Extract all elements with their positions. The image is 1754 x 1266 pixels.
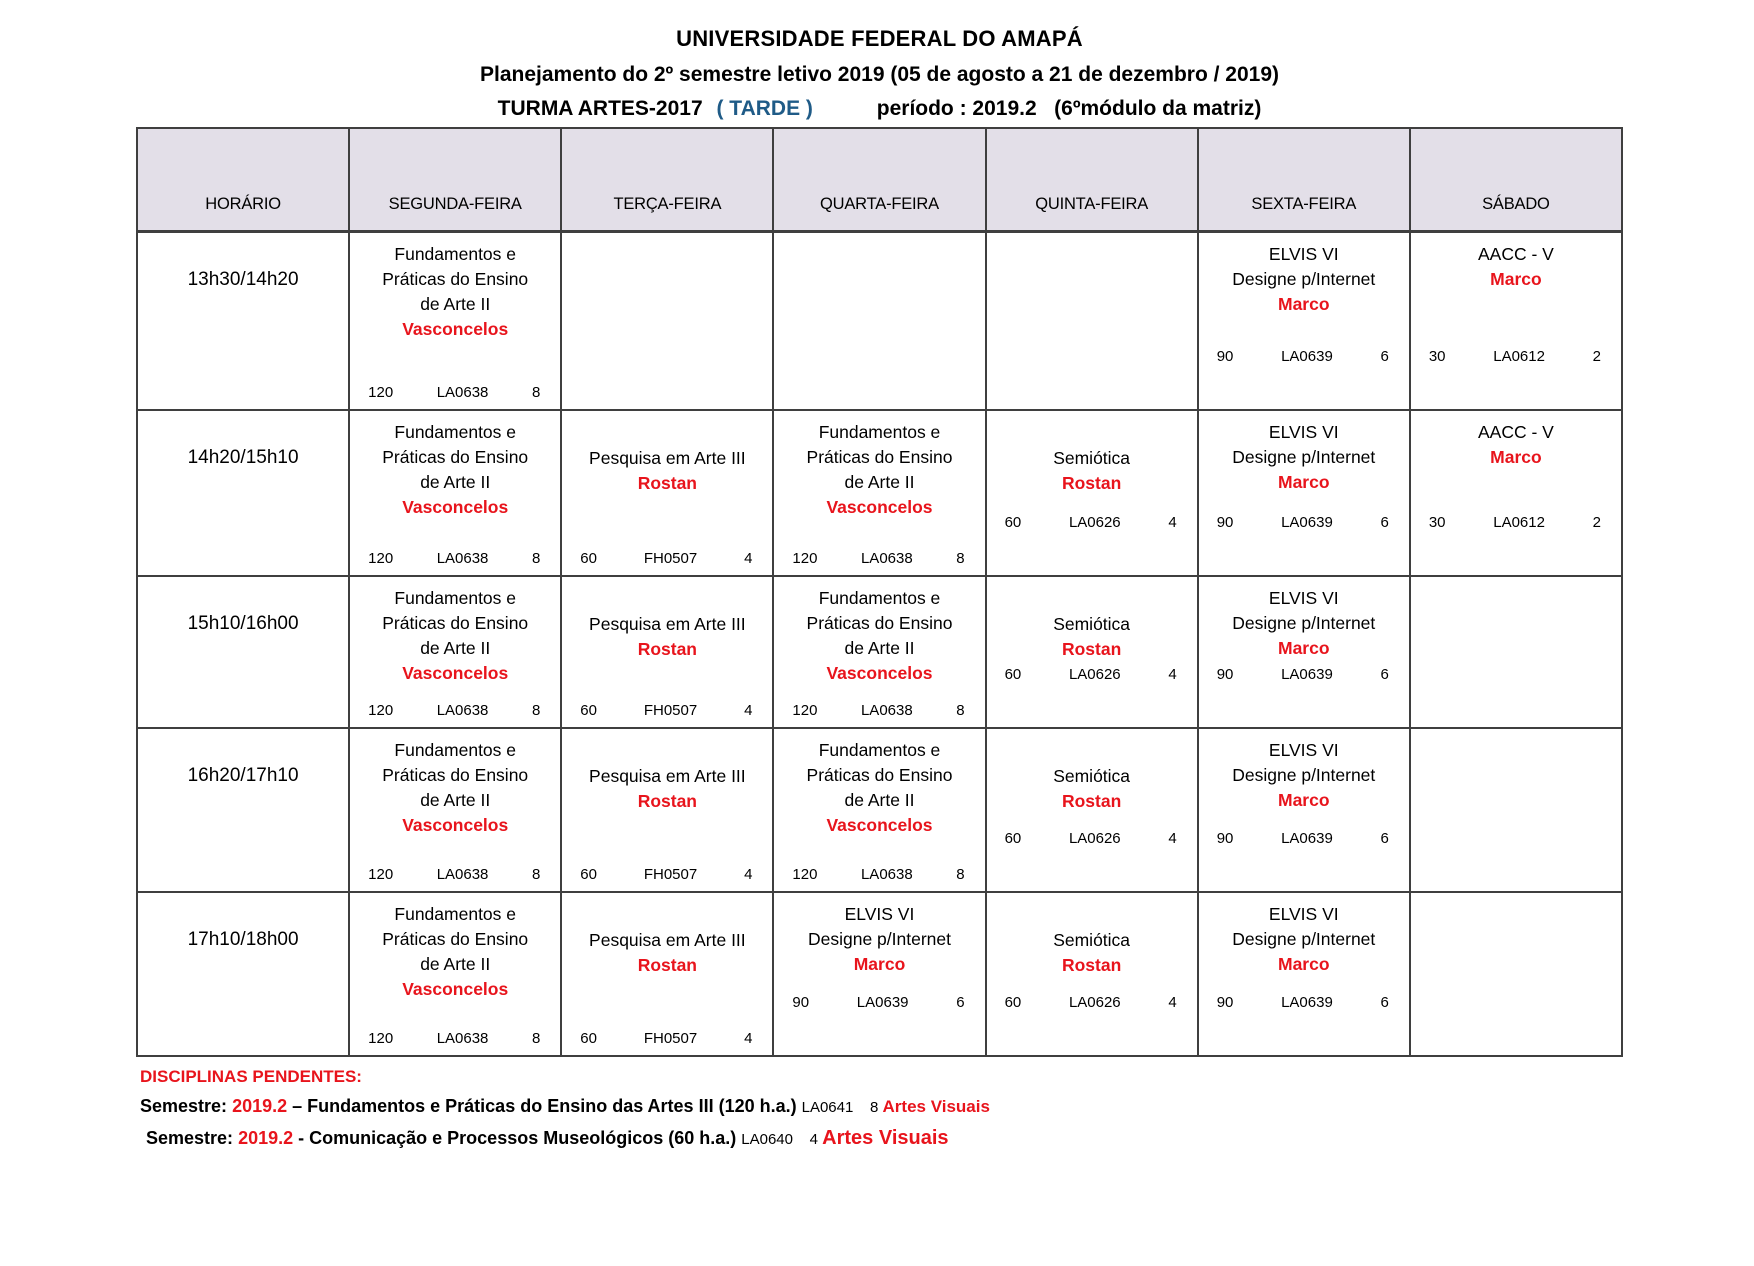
course-title-line: de Arte II bbox=[420, 637, 491, 658]
cell-content bbox=[774, 893, 984, 1055]
cell-content bbox=[1199, 893, 1409, 1055]
course-code-line bbox=[1199, 514, 1409, 531]
course-name-block bbox=[562, 764, 772, 814]
course-code-line bbox=[1199, 666, 1409, 683]
course-name-block bbox=[987, 446, 1197, 496]
course-name-block bbox=[1411, 242, 1621, 292]
course-code: LA0638 bbox=[436, 549, 489, 567]
column-header-0: HORÁRIO bbox=[137, 128, 349, 232]
course-code-line bbox=[987, 666, 1197, 683]
course-credits: 6 bbox=[956, 993, 965, 1011]
schedule-cell bbox=[349, 232, 561, 410]
course-title-line: de Arte II bbox=[844, 637, 915, 658]
course-title-line: Práticas do Ensino bbox=[806, 764, 953, 785]
course-code-line bbox=[1199, 994, 1409, 1011]
schedule-cell bbox=[561, 892, 773, 1056]
course-code: LA0639 bbox=[1281, 513, 1333, 531]
course-code-line bbox=[774, 994, 984, 1011]
course-credits: 4 bbox=[1168, 665, 1177, 683]
teacher-name: Marco bbox=[1278, 953, 1330, 974]
pending-discipline-line bbox=[146, 1127, 1754, 1151]
schedule-table-head bbox=[137, 128, 1622, 232]
teacher-name: Marco bbox=[1278, 789, 1330, 810]
cell-content bbox=[987, 411, 1197, 575]
university-title: UNIVERSIDADE FEDERAL DO AMAPÁ bbox=[676, 26, 1083, 51]
course-code: FH0507 bbox=[643, 1029, 698, 1047]
course-credits: 4 bbox=[744, 865, 753, 883]
course-credits: 8 bbox=[956, 701, 965, 719]
schedule-cell bbox=[1198, 232, 1410, 410]
course-code: LA0626 bbox=[1068, 665, 1121, 683]
course-code: LA0612 bbox=[1493, 513, 1545, 531]
course-hours: 120 bbox=[792, 549, 818, 567]
course-name-block bbox=[562, 928, 772, 978]
schedule-row bbox=[137, 728, 1622, 892]
course-credits: 6 bbox=[1380, 347, 1389, 365]
footer-segment: – Fundamentos e Práticas do Ensino das Artes III (120 h.a.) bbox=[287, 1095, 802, 1116]
course-title-line: Semiótica bbox=[1053, 613, 1131, 634]
schedule-cell bbox=[1410, 410, 1622, 576]
footer-segment: LA0640 bbox=[741, 1130, 793, 1148]
course-credits: 8 bbox=[956, 865, 965, 883]
schedule-cell bbox=[1410, 576, 1622, 728]
cell-content bbox=[350, 411, 560, 575]
course-code-line bbox=[987, 994, 1197, 1011]
course-name-block bbox=[1199, 242, 1409, 317]
teacher-name: Vasconcelos bbox=[402, 978, 509, 999]
course-title-line: Designe p/Internet bbox=[1232, 612, 1376, 633]
course-name-block bbox=[774, 586, 984, 686]
header-row bbox=[137, 128, 1622, 232]
cell-content bbox=[987, 893, 1197, 1055]
course-title-line: AACC - V bbox=[1477, 244, 1554, 264]
course-title-line: de Arte II bbox=[420, 294, 491, 314]
cell-content bbox=[350, 233, 560, 409]
time-cell: 15h10/16h00 bbox=[137, 576, 349, 728]
course-credits: 6 bbox=[1380, 993, 1389, 1011]
schedule-row bbox=[137, 232, 1622, 410]
schedule-cell bbox=[349, 728, 561, 892]
course-title-line: de Arte II bbox=[844, 471, 915, 492]
schedule-cell bbox=[349, 892, 561, 1056]
course-code-line bbox=[774, 866, 984, 883]
teacher-name: Vasconcelos bbox=[402, 496, 509, 517]
course-title-line: Fundamentos e bbox=[394, 587, 517, 608]
footer-segment: Artes Visuais bbox=[822, 1126, 949, 1149]
schedule-cell bbox=[1198, 410, 1410, 576]
course-code-line bbox=[1411, 348, 1621, 365]
teacher-name: Vasconcelos bbox=[402, 662, 509, 683]
course-hours: 30 bbox=[1428, 513, 1446, 531]
course-code: LA0612 bbox=[1493, 347, 1545, 365]
course-name-block bbox=[987, 612, 1197, 662]
course-name-block bbox=[1411, 420, 1621, 470]
course-title-line: Pesquisa em Arte III bbox=[589, 929, 746, 950]
course-hours: 120 bbox=[368, 383, 394, 401]
teacher-name: Rostan bbox=[1061, 790, 1122, 811]
course-code: LA0639 bbox=[1281, 665, 1333, 683]
schedule-row bbox=[137, 410, 1622, 576]
cell-content bbox=[774, 411, 984, 575]
course-title-line: Pesquisa em Arte III bbox=[589, 613, 746, 634]
course-hours: 60 bbox=[1004, 829, 1022, 847]
course-code: LA0638 bbox=[436, 701, 489, 719]
cell-content bbox=[1199, 233, 1409, 409]
time-cell: 16h20/17h10 bbox=[137, 728, 349, 892]
cell-content bbox=[987, 577, 1197, 727]
course-code-line bbox=[562, 866, 772, 883]
course-title-line: Práticas do Ensino bbox=[382, 764, 529, 785]
course-hours: 60 bbox=[580, 1029, 597, 1047]
teacher-name: Rostan bbox=[637, 954, 697, 975]
teacher-name: Marco bbox=[853, 953, 906, 974]
course-credits: 6 bbox=[1380, 513, 1389, 531]
schedule-cell bbox=[1198, 576, 1410, 728]
teacher-name: Marco bbox=[1278, 294, 1330, 314]
course-hours: 120 bbox=[792, 865, 818, 883]
footer-segment: Artes Visuais bbox=[882, 1096, 990, 1116]
course-code: LA0639 bbox=[1281, 993, 1333, 1011]
course-hours: 60 bbox=[580, 865, 597, 883]
schedule-cell bbox=[986, 232, 1198, 410]
footer-segment: 2019.2 bbox=[232, 1095, 288, 1116]
course-hours: 120 bbox=[368, 865, 394, 883]
cell-content bbox=[774, 577, 984, 727]
course-title-line: Práticas do Ensino bbox=[806, 612, 953, 633]
schedule-cell bbox=[986, 410, 1198, 576]
course-title-line: Designe p/Internet bbox=[1232, 269, 1376, 289]
column-header-5: SEXTA-FEIRA bbox=[1198, 128, 1410, 232]
schedule-cell bbox=[1410, 232, 1622, 410]
course-credits: 4 bbox=[1168, 829, 1177, 847]
course-name-block bbox=[1199, 738, 1409, 813]
course-credits: 4 bbox=[744, 549, 753, 567]
course-title-line: Semiótica bbox=[1053, 765, 1131, 786]
schedule-cell bbox=[773, 576, 985, 728]
cell-content bbox=[562, 411, 772, 575]
course-credits: 8 bbox=[956, 549, 965, 567]
course-credits: 6 bbox=[1380, 829, 1389, 847]
course-hours: 90 bbox=[1216, 347, 1234, 365]
course-code: LA0639 bbox=[1281, 347, 1333, 365]
course-title-line: ELVIS VI bbox=[1268, 587, 1339, 608]
teacher-name: Rostan bbox=[1061, 954, 1122, 975]
course-code: FH0507 bbox=[643, 701, 698, 719]
course-code: LA0639 bbox=[856, 993, 909, 1011]
course-title-line: de Arte II bbox=[420, 789, 491, 810]
pending-disciplines-list bbox=[140, 1095, 1754, 1151]
course-title-line: Designe p/Internet bbox=[1232, 764, 1376, 785]
course-title-line: de Arte II bbox=[420, 953, 491, 974]
course-title-line: Semiótica bbox=[1053, 447, 1131, 468]
course-hours: 30 bbox=[1428, 347, 1446, 365]
teacher-name: Marco bbox=[1278, 637, 1330, 658]
course-credits: 4 bbox=[1168, 993, 1177, 1011]
class-info-line bbox=[136, 97, 1623, 121]
schedule-cell bbox=[773, 232, 985, 410]
cell-content bbox=[774, 729, 984, 891]
course-title-line: ELVIS VI bbox=[1268, 903, 1339, 924]
course-name-block bbox=[774, 738, 984, 838]
teacher-name: Marco bbox=[1490, 269, 1542, 289]
turma-label: TURMA ARTES-2017 bbox=[497, 97, 703, 120]
schedule-cell bbox=[986, 576, 1198, 728]
course-code-line bbox=[350, 384, 560, 401]
teacher-name: Rostan bbox=[1061, 472, 1122, 493]
course-credits: 8 bbox=[531, 1029, 541, 1047]
column-header-2: TERÇA-FEIRA bbox=[561, 128, 773, 232]
schedule-cell bbox=[773, 728, 985, 892]
course-code: LA0626 bbox=[1068, 513, 1121, 531]
teacher-name: Rostan bbox=[637, 790, 697, 811]
semester-subtitle: Planejamento do 2º semestre letivo 2019 (05 de agosto a 21 de dezembro / 2019) bbox=[480, 63, 1279, 86]
course-hours: 120 bbox=[368, 701, 394, 719]
course-code: LA0638 bbox=[436, 865, 489, 883]
teacher-name: Rostan bbox=[1061, 638, 1122, 659]
course-name-block bbox=[1199, 902, 1409, 977]
course-hours: 60 bbox=[1004, 665, 1022, 683]
teacher-name: Vasconcelos bbox=[826, 814, 933, 835]
teacher-name: Vasconcelos bbox=[402, 319, 509, 339]
course-title-line: Fundamentos e bbox=[394, 739, 517, 760]
course-hours: 90 bbox=[792, 993, 810, 1011]
course-credits: 8 bbox=[531, 549, 541, 567]
course-code-line bbox=[774, 702, 984, 719]
cell-content bbox=[1199, 729, 1409, 891]
footer-segment: - Comunicação e Processos Museológicos (60 h.a.) bbox=[293, 1127, 742, 1148]
course-hours: 120 bbox=[368, 549, 394, 567]
course-code-line bbox=[1199, 348, 1409, 365]
course-name-block bbox=[1199, 420, 1409, 495]
course-title-line: de Arte II bbox=[844, 789, 915, 810]
course-hours: 90 bbox=[1216, 993, 1234, 1011]
cell-content bbox=[562, 893, 772, 1055]
schedule-cell bbox=[561, 410, 773, 576]
course-code-line bbox=[350, 1030, 560, 1047]
schedule-cell bbox=[349, 576, 561, 728]
course-name-block bbox=[350, 586, 560, 686]
course-hours: 60 bbox=[580, 549, 597, 567]
course-credits: 4 bbox=[744, 1029, 753, 1047]
course-name-block bbox=[1199, 586, 1409, 661]
course-title-line: AACC - V bbox=[1477, 421, 1554, 442]
cell-content bbox=[1199, 577, 1409, 727]
course-code: LA0638 bbox=[860, 865, 913, 883]
schedule-cell bbox=[986, 892, 1198, 1056]
cell-content bbox=[350, 729, 560, 891]
course-name-block bbox=[774, 902, 984, 977]
course-title-line: Práticas do Ensino bbox=[382, 612, 529, 633]
course-title-line: Fundamentos e bbox=[818, 587, 941, 608]
cell-content bbox=[1411, 411, 1621, 575]
teacher-name: Marco bbox=[1490, 446, 1542, 467]
cell-content bbox=[562, 577, 772, 727]
course-code: LA0638 bbox=[860, 549, 913, 567]
course-code-line bbox=[350, 866, 560, 883]
pending-disciplines-section bbox=[140, 1067, 1754, 1151]
course-hours: 90 bbox=[1216, 665, 1234, 683]
course-title-line: Fundamentos e bbox=[818, 421, 941, 442]
course-hours: 120 bbox=[368, 1029, 394, 1047]
course-credits: 8 bbox=[531, 701, 541, 719]
course-hours: 60 bbox=[1004, 513, 1022, 531]
course-title-line: Práticas do Ensino bbox=[382, 269, 529, 289]
periodo-label: período : 2019.2 (6ºmódulo da matriz) bbox=[876, 97, 1262, 120]
schedule-cell bbox=[561, 576, 773, 728]
course-name-block bbox=[350, 242, 560, 342]
schedule-cell bbox=[1410, 728, 1622, 892]
course-title-line: ELVIS VI bbox=[844, 903, 915, 924]
footer-segment: 8 bbox=[853, 1098, 883, 1116]
course-title-line: Fundamentos e bbox=[394, 421, 517, 442]
course-hours: 90 bbox=[1216, 829, 1234, 847]
course-hours: 120 bbox=[792, 701, 818, 719]
cell-content bbox=[1411, 233, 1621, 409]
course-hours: 60 bbox=[580, 701, 597, 719]
column-header-3: QUARTA-FEIRA bbox=[773, 128, 985, 232]
schedule-table bbox=[136, 127, 1623, 1057]
course-title-line: Pesquisa em Arte III bbox=[589, 765, 746, 786]
course-credits: 8 bbox=[531, 383, 541, 401]
time-cell: 14h20/15h10 bbox=[137, 410, 349, 576]
footer-segment: 2019.2 bbox=[238, 1127, 294, 1148]
course-code-line bbox=[350, 702, 560, 719]
course-credits: 2 bbox=[1592, 513, 1601, 531]
course-code: FH0507 bbox=[643, 549, 698, 567]
document-page bbox=[0, 26, 1754, 1266]
course-credits: 6 bbox=[1380, 665, 1389, 683]
schedule-cell bbox=[1410, 892, 1622, 1056]
time-cell: 13h30/14h20 bbox=[137, 232, 349, 410]
footer-segment: Semestre: bbox=[146, 1127, 239, 1148]
course-title-line: Práticas do Ensino bbox=[806, 446, 953, 467]
teacher-name: Vasconcelos bbox=[402, 814, 509, 835]
schedule-row bbox=[137, 576, 1622, 728]
course-code-line bbox=[987, 830, 1197, 847]
teacher-name: Rostan bbox=[637, 472, 697, 493]
course-credits: 4 bbox=[744, 701, 753, 719]
course-name-block bbox=[774, 420, 984, 520]
course-code-line bbox=[1199, 830, 1409, 847]
schedule-cell bbox=[561, 728, 773, 892]
course-code-line bbox=[562, 1030, 772, 1047]
shift-label: ( TARDE ) bbox=[716, 97, 813, 120]
teacher-name: Vasconcelos bbox=[826, 496, 933, 517]
schedule-cell bbox=[1198, 892, 1410, 1056]
cell-content bbox=[562, 729, 772, 891]
course-name-block bbox=[562, 446, 772, 496]
course-code-line bbox=[1411, 514, 1621, 531]
cell-content bbox=[350, 893, 560, 1055]
course-name-block bbox=[350, 738, 560, 838]
course-title-line: Pesquisa em Arte III bbox=[589, 447, 746, 468]
course-hours: 90 bbox=[1216, 513, 1234, 531]
course-title-line: Práticas do Ensino bbox=[382, 928, 529, 949]
schedule-table-body bbox=[137, 232, 1622, 1056]
footer-segment: Semestre: bbox=[140, 1095, 233, 1116]
course-name-block bbox=[987, 764, 1197, 814]
course-code-line bbox=[350, 550, 560, 567]
schedule-cell bbox=[561, 232, 773, 410]
course-name-block bbox=[987, 928, 1197, 978]
pending-discipline-line bbox=[140, 1095, 1754, 1119]
pending-disciplines-title: DISCIPLINAS PENDENTES: bbox=[140, 1066, 362, 1086]
course-title-line: Práticas do Ensino bbox=[382, 446, 529, 467]
course-code: LA0638 bbox=[860, 701, 913, 719]
time-cell: 17h10/18h00 bbox=[137, 892, 349, 1056]
course-title-line: Semiótica bbox=[1053, 929, 1131, 950]
course-title-line: Fundamentos e bbox=[818, 739, 941, 760]
schedule-cell bbox=[349, 410, 561, 576]
schedule-cell bbox=[773, 410, 985, 576]
course-title-line: Fundamentos e bbox=[394, 903, 517, 924]
column-header-4: QUINTA-FEIRA bbox=[986, 128, 1198, 232]
course-name-block bbox=[562, 612, 772, 662]
course-code-line bbox=[774, 550, 984, 567]
course-title-line: ELVIS VI bbox=[1268, 739, 1339, 760]
course-code: LA0639 bbox=[1281, 829, 1333, 847]
course-name-block bbox=[350, 420, 560, 520]
cell-content bbox=[350, 577, 560, 727]
course-code-line bbox=[987, 514, 1197, 531]
course-code: FH0507 bbox=[643, 865, 698, 883]
course-name-block bbox=[350, 902, 560, 1002]
course-title-line: Designe p/Internet bbox=[807, 928, 951, 949]
footer-segment: 4 bbox=[792, 1130, 823, 1148]
column-header-1: SEGUNDA-FEIRA bbox=[349, 128, 561, 232]
course-code-line bbox=[562, 550, 772, 567]
cell-content bbox=[987, 729, 1197, 891]
course-title-line: ELVIS VI bbox=[1268, 421, 1339, 442]
course-title-line: Designe p/Internet bbox=[1232, 928, 1376, 949]
schedule-cell bbox=[773, 892, 985, 1056]
course-code: LA0638 bbox=[436, 1029, 489, 1047]
schedule-cell bbox=[1198, 728, 1410, 892]
schedule-row bbox=[137, 892, 1622, 1056]
course-hours: 60 bbox=[1004, 993, 1022, 1011]
teacher-name: Marco bbox=[1278, 471, 1330, 492]
cell-content bbox=[1199, 411, 1409, 575]
course-title-line: Designe p/Internet bbox=[1232, 446, 1376, 467]
teacher-name: Rostan bbox=[637, 638, 697, 659]
course-code-line bbox=[562, 702, 772, 719]
teacher-name: Vasconcelos bbox=[826, 662, 933, 683]
course-code: LA0626 bbox=[1068, 829, 1121, 847]
course-title-line: ELVIS VI bbox=[1268, 244, 1339, 264]
schedule-cell bbox=[986, 728, 1198, 892]
document-header bbox=[136, 26, 1623, 121]
column-header-6: SÁBADO bbox=[1410, 128, 1622, 232]
course-code: LA0626 bbox=[1068, 993, 1121, 1011]
course-credits: 8 bbox=[531, 865, 541, 883]
course-title-line: de Arte II bbox=[420, 471, 491, 492]
course-credits: 4 bbox=[1168, 513, 1177, 531]
course-credits: 2 bbox=[1592, 347, 1601, 365]
course-code: LA0638 bbox=[436, 383, 489, 401]
footer-segment: LA0641 bbox=[801, 1098, 854, 1116]
course-title-line: Fundamentos e bbox=[394, 244, 517, 264]
